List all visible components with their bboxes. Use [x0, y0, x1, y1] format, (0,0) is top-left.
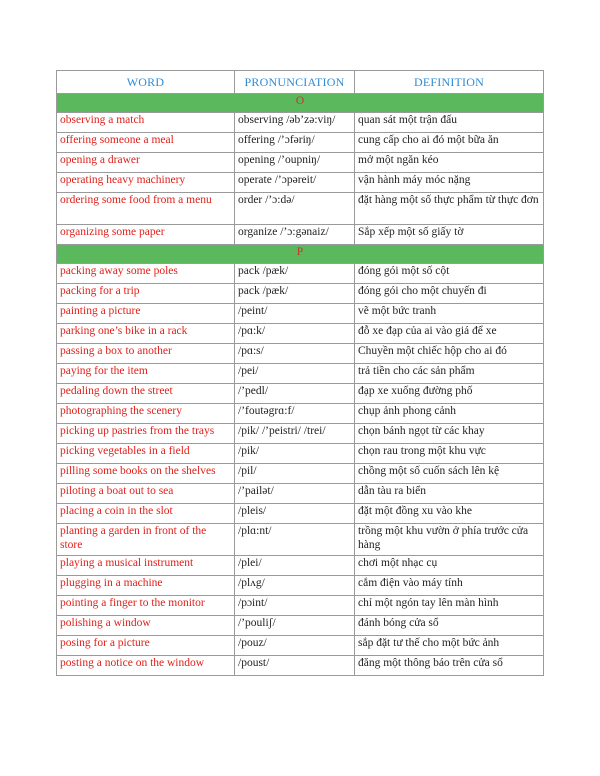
- definition-cell: cắm điện vào máy tính: [355, 576, 544, 596]
- pronunciation-cell: organize /’ɔ:gənaiz/: [235, 225, 355, 245]
- table-row: [57, 173, 544, 193]
- word-cell: plugging in a machine: [57, 576, 235, 596]
- definition-cell: đạp xe xuống đường phố: [355, 384, 544, 404]
- pronunciation-cell: /pei/: [235, 364, 355, 384]
- word-cell: picking up pastries from the trays: [57, 424, 235, 444]
- pronunciation-cell: /plɑ:nt/: [235, 524, 355, 556]
- table-row: [57, 404, 544, 424]
- definition-cell: mở một ngăn kéo: [355, 153, 544, 173]
- pronunciation-cell: /’pailət/: [235, 484, 355, 504]
- table-row: [57, 484, 544, 504]
- table-row: [57, 504, 544, 524]
- definition-cell: chọn bánh ngọt từ các khay: [355, 424, 544, 444]
- pronunciation-cell: observing /əb’zə:viŋ/: [235, 113, 355, 133]
- table-row: [57, 524, 544, 556]
- word-cell: placing a coin in the slot: [57, 504, 235, 524]
- word-cell: pointing a finger to the monitor: [57, 596, 235, 616]
- definition-cell: đóng gói cho một chuyến đi: [355, 284, 544, 304]
- word-cell: photographing the scenery: [57, 404, 235, 424]
- vocabulary-table: [56, 70, 544, 676]
- pronunciation-cell: /’pouliʃ/: [235, 616, 355, 636]
- table-row: [57, 384, 544, 404]
- table-row: [57, 444, 544, 464]
- table-row: [57, 225, 544, 245]
- pronunciation-cell: pack /pæk/: [235, 284, 355, 304]
- definition-cell: quan sát một trận đấu: [355, 113, 544, 133]
- table-row: [57, 264, 544, 284]
- word-cell: polishing a window: [57, 616, 235, 636]
- table-row: [57, 464, 544, 484]
- table-row: [57, 556, 544, 576]
- definition-cell: đặt một đồng xu vào khe: [355, 504, 544, 524]
- pronunciation-cell: operate /’ɔpəreit/: [235, 173, 355, 193]
- word-cell: playing a musical instrument: [57, 556, 235, 576]
- header-definition: DEFINITION: [355, 71, 544, 94]
- pronunciation-cell: /pik/: [235, 444, 355, 464]
- definition-cell: đăng một thông báo trên cửa sổ: [355, 656, 544, 676]
- table-row: [57, 636, 544, 656]
- table-row: [57, 596, 544, 616]
- definition-cell: trả tiền cho các sản phẩm: [355, 364, 544, 384]
- table-row: [57, 133, 544, 153]
- table-row: [57, 113, 544, 133]
- word-cell: packing for a trip: [57, 284, 235, 304]
- section-header-row: [57, 94, 544, 113]
- table-body: [57, 94, 544, 676]
- table-row: [57, 364, 544, 384]
- header-pronunciation: PRONUNCIATION: [235, 71, 355, 94]
- definition-cell: Chuyền một chiếc hộp cho ai đó: [355, 344, 544, 364]
- word-cell: paying for the item: [57, 364, 235, 384]
- word-cell: posting a notice on the window: [57, 656, 235, 676]
- definition-cell: vẽ một bức tranh: [355, 304, 544, 324]
- definition-cell: Sắp xếp một số giấy tờ: [355, 225, 544, 245]
- table-header: [57, 71, 544, 94]
- pronunciation-cell: /pɑ:k/: [235, 324, 355, 344]
- pronunciation-cell: /plei/: [235, 556, 355, 576]
- table-row: [57, 344, 544, 364]
- table-row: [57, 656, 544, 676]
- word-cell: parking one’s bike in a rack: [57, 324, 235, 344]
- definition-cell: chỉ một ngón tay lên màn hình: [355, 596, 544, 616]
- word-cell: packing away some poles: [57, 264, 235, 284]
- table-row: [57, 324, 544, 344]
- pronunciation-cell: /’pedl/: [235, 384, 355, 404]
- definition-cell: vận hành máy móc nặng: [355, 173, 544, 193]
- word-cell: offering someone a meal: [57, 133, 235, 153]
- word-cell: passing a box to another: [57, 344, 235, 364]
- header-word: WORD: [57, 71, 235, 94]
- word-cell: pedaling down the street: [57, 384, 235, 404]
- pronunciation-cell: /pouz/: [235, 636, 355, 656]
- word-cell: piloting a boat out to sea: [57, 484, 235, 504]
- pronunciation-cell: order /’ɔ:də/: [235, 193, 355, 225]
- table-row: [57, 304, 544, 324]
- definition-cell: đỗ xe đạp của ai vào giá để xe: [355, 324, 544, 344]
- definition-cell: dẫn tàu ra biển: [355, 484, 544, 504]
- word-cell: painting a picture: [57, 304, 235, 324]
- pronunciation-cell: opening /’oupniŋ/: [235, 153, 355, 173]
- table-row: [57, 424, 544, 444]
- table-row: [57, 576, 544, 596]
- definition-cell: trồng một khu vườn ở phía trước cửa hàng: [355, 524, 544, 556]
- word-cell: observing a match: [57, 113, 235, 133]
- pronunciation-cell: /’foutəgrɑ:f/: [235, 404, 355, 424]
- pronunciation-cell: /pik/ /’peistri/ /trei/: [235, 424, 355, 444]
- word-cell: posing for a picture: [57, 636, 235, 656]
- definition-cell: đặt hàng một số thực phẩm từ thực đơn: [355, 193, 544, 225]
- word-cell: pilling some books on the shelves: [57, 464, 235, 484]
- table-row: [57, 153, 544, 173]
- pronunciation-cell: offering /’ɔfəriŋ/: [235, 133, 355, 153]
- word-cell: ordering some food from a menu: [57, 193, 235, 225]
- pronunciation-cell: /poust/: [235, 656, 355, 676]
- word-cell: organizing some paper: [57, 225, 235, 245]
- word-cell: picking vegetables in a field: [57, 444, 235, 464]
- section-letter: O: [57, 94, 544, 113]
- table-row: [57, 284, 544, 304]
- section-letter: P: [57, 245, 544, 264]
- definition-cell: đánh bóng cửa sổ: [355, 616, 544, 636]
- word-cell: operating heavy machinery: [57, 173, 235, 193]
- word-cell: opening a drawer: [57, 153, 235, 173]
- pronunciation-cell: /plʌg/: [235, 576, 355, 596]
- definition-cell: cung cấp cho ai đó một bữa ăn: [355, 133, 544, 153]
- pronunciation-cell: pack /pæk/: [235, 264, 355, 284]
- pronunciation-cell: /peint/: [235, 304, 355, 324]
- pronunciation-cell: /pleis/: [235, 504, 355, 524]
- definition-cell: chụp ảnh phong cảnh: [355, 404, 544, 424]
- word-cell: planting a garden in front of the store: [57, 524, 235, 556]
- pronunciation-cell: /pɑ:s/: [235, 344, 355, 364]
- pronunciation-cell: /pɔint/: [235, 596, 355, 616]
- definition-cell: sắp đặt tư thế cho một bức ảnh: [355, 636, 544, 656]
- definition-cell: chọn rau trong một khu vực: [355, 444, 544, 464]
- pronunciation-cell: /pil/: [235, 464, 355, 484]
- table-row: [57, 616, 544, 636]
- definition-cell: chơi một nhạc cụ: [355, 556, 544, 576]
- section-header-row: [57, 245, 544, 264]
- definition-cell: đóng gói một số cột: [355, 264, 544, 284]
- table-row: [57, 193, 544, 225]
- definition-cell: chồng một số cuốn sách lên kệ: [355, 464, 544, 484]
